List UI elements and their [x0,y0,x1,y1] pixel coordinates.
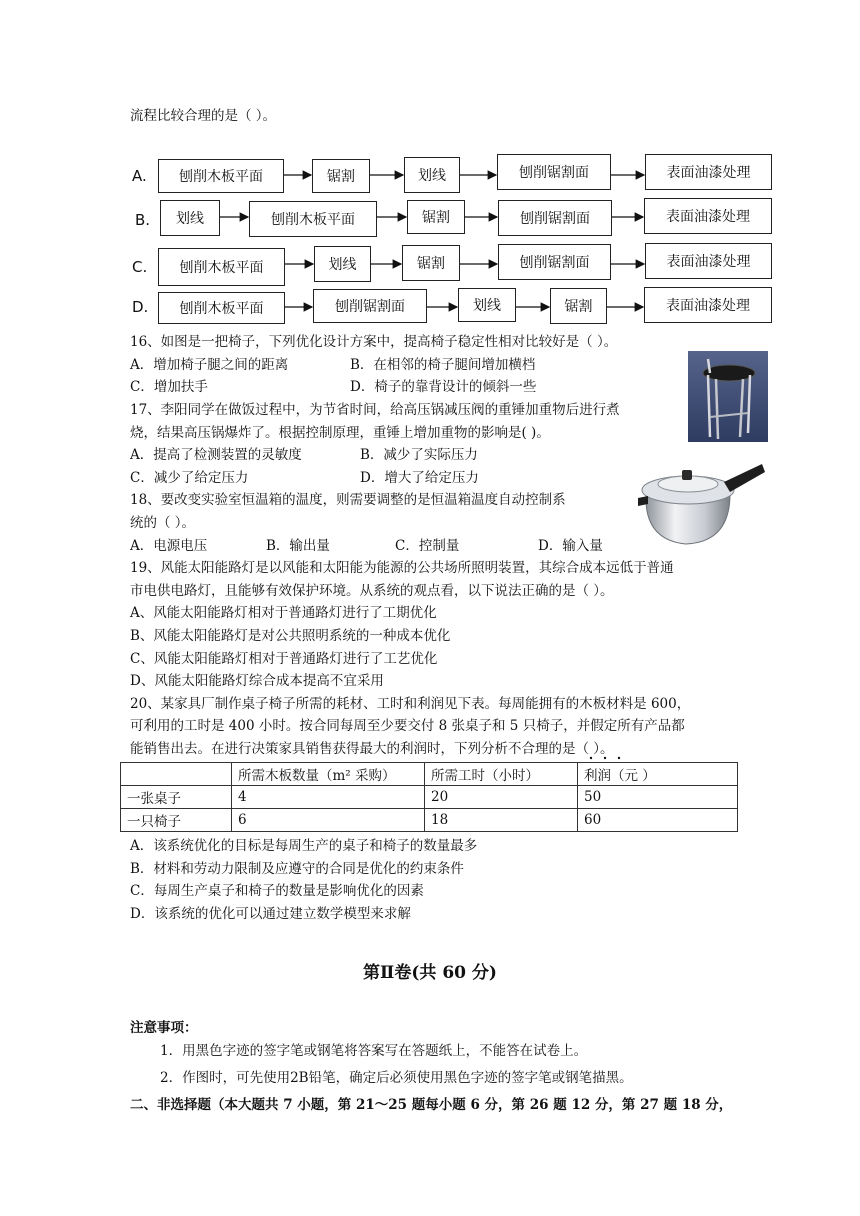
flow-step-box: 锯割 [312,159,370,193]
q17-option-d: D．增大了给定压力 [360,470,479,486]
flow-step-box: 刨削锯割面 [497,154,611,190]
q18-option-c: C．控制量 [395,538,460,554]
flow-step-box: 划线 [160,200,220,236]
q19-option-a: A、风能太阳能路灯相对于普通路灯进行了工期优化 [130,605,437,621]
flow-step-box: 锯割 [550,288,607,324]
flow-step-box: 表面油漆处理 [644,287,772,323]
flow-step-box: 划线 [404,157,460,193]
notice-heading: 注意事项： [130,1020,198,1036]
q20-stem-line2: 可利用的工时是 400 小时。按合同每周至少要交付 8 张桌子和 5 只椅子，并假定所有产品都 [130,718,685,734]
intro-line: 流程比较合理的是（ ）。 [130,108,277,124]
table-cell: 50 [578,786,738,809]
flow-step-box: 刨削锯割面 [313,289,427,323]
table-cell: 4 [232,786,425,809]
table-cell: 利润（元 ） [578,763,738,786]
table-cell [121,763,232,786]
q16-option-d: D．椅子的靠背设计的倾斜一些 [350,379,537,395]
flow-step-box: 表面油漆处理 [644,198,772,234]
table-row [121,786,738,809]
q19-stem-line2: 市电供电路灯，且能够有效保护环境。从系统的观点看，以下说法正确的是（ ）。 [130,583,614,599]
table-row [121,809,738,832]
table-cell: 一张桌子 [121,786,232,809]
table-header-row [121,763,738,786]
q20-stem-line1: 20、某家具厂制作桌子椅子所需的耗材、工时和利润见下表。每周能拥有的木板材料是 600， [130,696,691,712]
flow-row-label: C. [132,258,148,276]
flow-step-box: 刨削木板平面 [158,248,285,286]
q20-option-c: C．每周生产桌子和椅子的数量是影响优化的因素 [130,883,424,899]
pressure-cooker-image [634,456,766,550]
table-cell: 20 [425,786,578,809]
flow-step-box: 刨削木板平面 [158,292,285,324]
q18-stem-line1: 18、要改变实验室恒温箱的温度，则需要调整的是恒温箱温度自动控制系 [130,492,566,508]
chair-icon [688,351,768,442]
q20-option-d: D．该系统的优化可以通过建立数学模型来求解 [130,906,411,922]
flow-step-box: 锯割 [402,245,460,281]
section-title: 第Ⅱ卷(共 60 分) [363,963,497,983]
flow-row-label: B. [135,211,151,229]
q18-option-d: D．输入量 [538,538,603,554]
q20-option-a: A．该系统优化的目标是每周生产的桌子和椅子的数量最多 [130,838,478,854]
q18-stem-line2: 统的（ ）。 [130,515,196,531]
q16-option-c: C．增加扶手 [130,379,208,395]
table-cell: 60 [578,809,738,832]
q19-option-d: D、风能太阳能路灯综合成本提高不宜采用 [130,673,384,689]
part2-heading: 二、非选择题（本大题共 7 小题，第 21～25 题每小题 6 分，第 26 题 12 分，第 27 题 18 分， [130,1097,733,1113]
flow-row-label: D. [132,298,149,316]
q17-stem-line2: 烧，结果高压锅爆炸了。根据控制原理，重锤上增加重物的影响是( )。 [130,425,550,441]
chair-image [688,351,768,442]
table-cell: 6 [232,809,425,832]
notice-item-1: 1．用黑色字迹的签字笔或钢笔将答案写在答题纸上，不能答在试卷上。 [160,1043,588,1059]
table-cell: 18 [425,809,578,832]
table-cell: 一只椅子 [121,809,232,832]
q17-option-c: C．减少了给定压力 [130,470,249,486]
q19-stem-line1: 19、风能太阳能路灯是以风能和太阳能为能源的公共场所照明装置，其综合成本远低于普通 [130,560,674,576]
flow-step-box: 刨削锯割面 [498,244,611,280]
notice-item-2: 2．作图时，可先使用2B铅笔，确定后必须使用黑色字迹的签字笔或钢笔描黑。 [160,1070,633,1086]
q19-option-c: C、风能太阳能路灯相对于普通路灯进行了工艺优化 [130,651,438,667]
q16-option-a: A．增加椅子腿之间的距离 [130,357,289,373]
pressure-cooker-icon [634,456,766,550]
flow-step-box: 划线 [458,288,516,322]
flow-step-box: 刨削木板平面 [249,201,377,237]
flow-step-box: 刨削锯割面 [498,200,612,236]
q16-stem: 16、如图是一把椅子，下列优化设计方案中，提高椅子稳定性相对比较好是（ ）。 [130,334,618,350]
q18-option-b: B．输出量 [266,538,330,554]
q17-stem-line1: 17、李阳同学在做饭过程中，为节省时间，给高压锅减压阀的重锤加重物后进行煮 [130,402,620,418]
flow-step-box: 表面油漆处理 [645,243,772,279]
flow-step-box: 锯割 [407,200,465,234]
q20-stem-line3: 能销售出去。在进行决策家具销售获得最大的利润时，下列分析不合理的是（ ）。 [130,741,614,757]
resource-table [120,762,738,832]
q16-option-b: B．在相邻的椅子腿间增加横档 [350,357,536,373]
flow-row-label: A. [132,167,147,185]
table-cell: 所需工时（小时） [425,763,578,786]
flow-step-box: 刨削木板平面 [158,159,284,193]
q17-option-b: B．减少了实际压力 [360,447,478,463]
table-cell: 所需木板数量（m² 采购） [232,763,425,786]
flow-step-box: 划线 [314,246,371,282]
flow-step-box: 表面油漆处理 [645,154,772,190]
q19-option-b: B、风能太阳能路灯是对公共照明系统的一种成本优化 [130,628,451,644]
q20-option-b: B．材料和劳动力限制及应遵守的合同是优化的约束条件 [130,861,464,877]
q17-option-a: A．提高了检测装置的灵敏度 [130,447,302,463]
q18-option-a: A．电源电压 [130,538,208,554]
